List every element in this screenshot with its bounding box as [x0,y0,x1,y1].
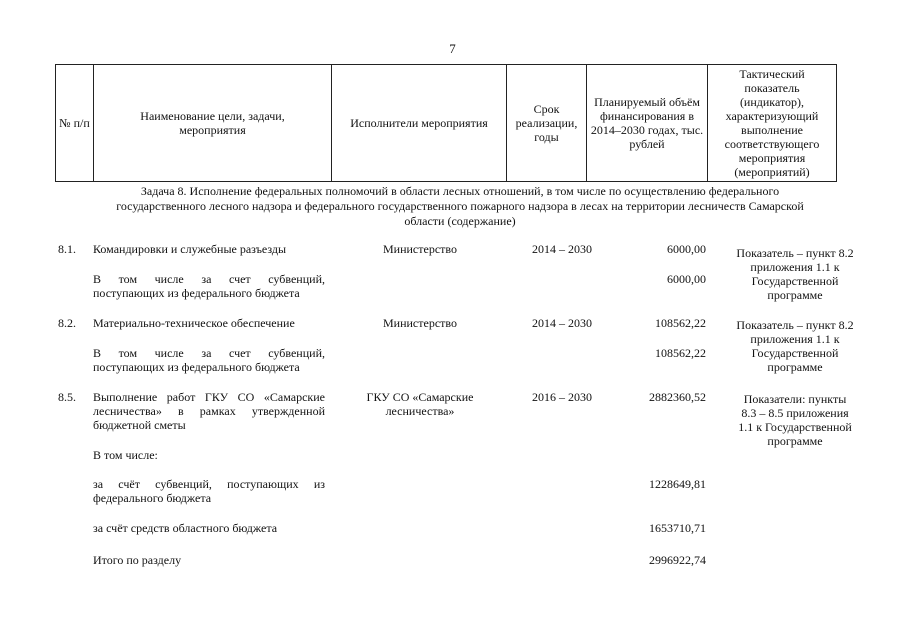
row-including-label: В том числе: [93,448,158,462]
row-subitem-funding: 1653710,71 [649,521,706,535]
header-col-name: Наименование цели, задачи, мероприятия [94,65,332,182]
row-funding: 108562,22 [655,316,706,330]
header-col-period: Срок реализации, годы [507,65,587,182]
row-name: Материально-техническое обеспечение [93,316,295,330]
row-number: 8.5. [58,390,76,404]
row-executor: ГКУ СО «Самарские лесничества» [366,390,474,418]
row-executor: Министерство [383,242,457,256]
row-funding: 6000,00 [667,242,706,256]
total-funding: 2996922,74 [649,553,706,567]
row-subitem-funding: 108562,22 [655,346,706,360]
row-period: 2014 – 2030 [532,242,592,256]
row-number: 8.2. [58,316,76,330]
row-subitem-name: за счёт средств областного бюджета [93,521,278,535]
row-indicator: Показатели: пункты 8.3 – 8.5 приложения 1.1 к Государственной программе [738,392,852,448]
row-indicator: Показатель – пункт 8.2 приложения 1.1 к Государственной программе [736,318,854,374]
row-executor: Министерство [383,316,457,330]
row-name: Выполнение работ ГКУ СО «Самарские лесничества» в рамках утвержденной бюджетной сметы [93,390,325,432]
row-subitem-name: за счёт субвенций, поступающих из федерального бюджета [93,477,325,505]
header-col-funding: Планируемый объём финансирования в 2014–2030 годах, тыс. рублей [587,65,708,182]
row-subitem-name: В том числе за счет субвенций, поступающих из федерального бюджета [93,272,325,300]
row-number: 8.1. [58,242,76,256]
row-subitem-funding: 1228649,81 [649,477,706,491]
header-col-exec: Исполнители мероприятия [332,65,507,182]
row-name: Командировки и служебные разъезды [93,242,287,256]
header-col-indicator: Тактический показатель (индикатор), характеризующий выполнение соответствующего мероприятия (мероприятий) [708,65,837,182]
task-title: Задача 8. Исполнение федеральных полномочий в области лесных отношений, в том числе по осуществлению федерального государственного лесного надзора и федерального государственного пожарного надзора в лесах на территории лесничеств Самарской области (содержание) [116,184,804,228]
header-col-num: № п/п [56,65,94,182]
row-period: 2014 – 2030 [532,316,592,330]
row-subitem-funding: 6000,00 [667,272,706,286]
page-number: 7 [449,41,456,56]
row-subitem-name: В том числе за счет субвенций, поступающих из федерального бюджета [93,346,325,374]
row-indicator: Показатель – пункт 8.2 приложения 1.1 к Государственной программе [736,246,854,302]
row-period: 2016 – 2030 [532,390,592,404]
total-label: Итого по разделу [93,553,182,567]
row-funding: 2882360,52 [649,390,706,404]
table-header [55,64,837,182]
